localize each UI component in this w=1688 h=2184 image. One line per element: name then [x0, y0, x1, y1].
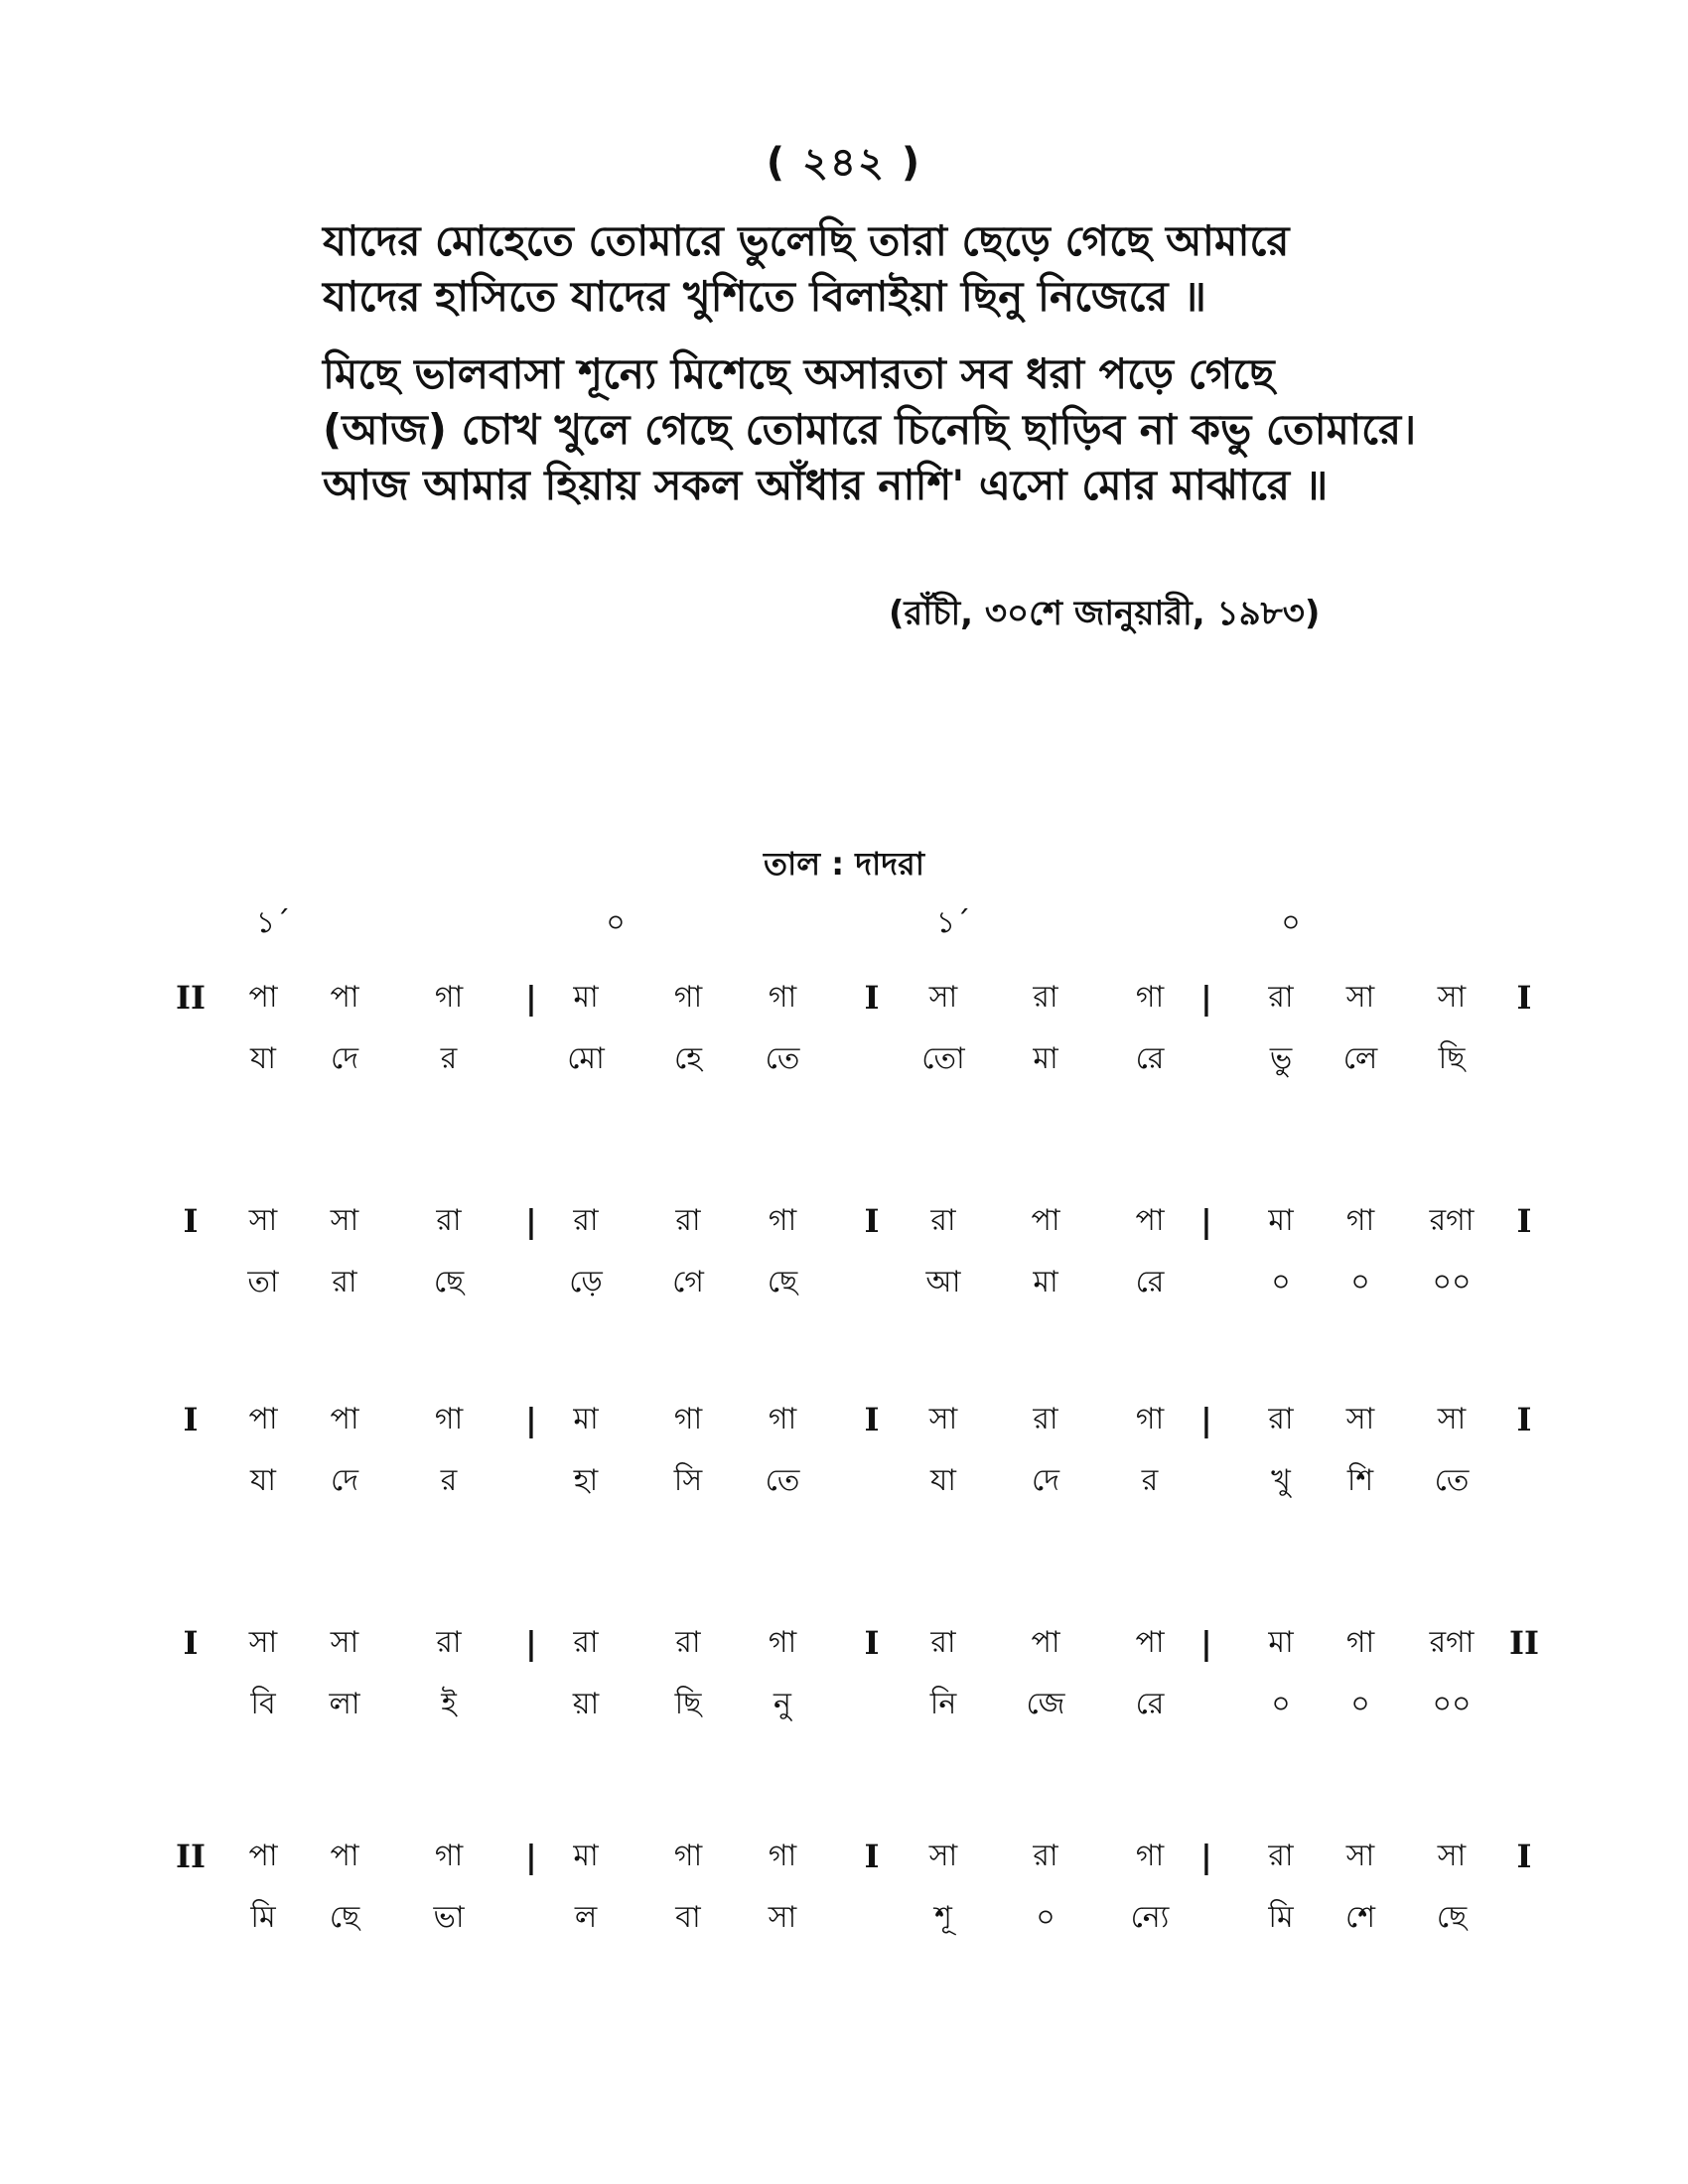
bar-line: I: [864, 1624, 880, 1662]
bar-line: |: [1200, 1401, 1212, 1438]
bar-line: I: [864, 979, 880, 1017]
lyric-syllable: ভা: [433, 1900, 465, 1935]
lyric-syllable: মা: [1033, 1041, 1058, 1076]
lyric-syllable: ই: [441, 1687, 457, 1721]
swara-note: রা: [675, 1625, 701, 1660]
swara-note: গা: [1345, 1625, 1375, 1660]
swara-note: গা: [768, 1839, 797, 1873]
lyric-syllable: শি: [1346, 1463, 1374, 1498]
tali-marker: ০: [606, 905, 626, 940]
lyric-syllable: গে: [672, 1265, 704, 1299]
lyric-syllable: ন্যে: [1130, 1900, 1170, 1935]
lyric-syllable: হা: [573, 1463, 599, 1498]
swara-note: রা: [1268, 1402, 1294, 1436]
bar-line: I: [864, 1202, 880, 1240]
lyric-syllable: মা: [1033, 1265, 1058, 1299]
bar-line: II: [176, 1838, 206, 1875]
lyric-syllable: তে: [765, 1041, 800, 1076]
swara-note: রা: [675, 1203, 701, 1238]
taal-title: তাল : দাদরা: [764, 845, 924, 883]
bar-line: I: [1516, 1401, 1532, 1438]
lyric-line: যাদের হাসিতে যাদের খুশিতে বিলাইয়া ছিনু নিজেরে ॥: [323, 272, 1206, 321]
lyric-syllable: তা: [247, 1265, 279, 1299]
bar-line: |: [1200, 1838, 1212, 1875]
swara-note: পা: [1135, 1625, 1165, 1660]
bar-line: |: [1200, 979, 1212, 1017]
lyric-syllable: র: [1141, 1463, 1159, 1498]
bar-line: II: [1509, 1624, 1539, 1662]
lyric-syllable: ছে: [767, 1265, 798, 1299]
lyric-line: মিছে ভালবাসা শূন্যে মিশেছে অসারতা সব ধরা পড়ে গেছে: [323, 349, 1275, 398]
bar-line: |: [525, 1401, 537, 1438]
swara-note: রা: [1033, 980, 1058, 1015]
swara-note: রগা: [1429, 1203, 1475, 1238]
swara-note: গা: [1135, 1839, 1165, 1873]
swara-note: গা: [1345, 1203, 1375, 1238]
bar-line: I: [183, 1401, 199, 1438]
lyric-syllable: ছে: [329, 1900, 360, 1935]
bar-line: |: [525, 1838, 537, 1875]
swara-note: সা: [1345, 1402, 1375, 1436]
bar-line: |: [1200, 1202, 1212, 1240]
bar-line: I: [1516, 979, 1532, 1017]
lyric-syllable: বা: [675, 1900, 701, 1935]
bar-line: I: [864, 1401, 880, 1438]
swara-note: পা: [248, 980, 278, 1015]
swara-note: পা: [248, 1839, 278, 1873]
swara-note: পা: [330, 1402, 359, 1436]
lyric-syllable: রে: [1135, 1265, 1165, 1299]
lyric-syllable: তে: [1434, 1463, 1470, 1498]
attribution: (রাঁচী, ৩০শে জানুয়ারী, ১৯৮৩): [889, 594, 1321, 633]
swara-note: গা: [673, 1402, 703, 1436]
swara-note: সা: [928, 980, 958, 1015]
lyric-syllable: সি: [673, 1463, 703, 1498]
bar-line: |: [525, 1624, 537, 1662]
swara-note: রা: [573, 1625, 599, 1660]
lyric-syllable: মি: [1268, 1900, 1294, 1935]
swara-note: পা: [1031, 1203, 1060, 1238]
lyric-syllable: র: [440, 1463, 458, 1498]
lyric-syllable: দে: [331, 1463, 358, 1498]
lyric-syllable: রা: [332, 1265, 357, 1299]
swara-note: সা: [330, 1625, 359, 1660]
lyric-syllable: আ: [925, 1265, 961, 1299]
swara-note: গা: [434, 1402, 464, 1436]
swara-note: মা: [1268, 1625, 1294, 1660]
swara-note: সা: [1345, 1839, 1375, 1873]
lyric-syllable: ছে: [433, 1265, 465, 1299]
lyric-syllable: শূ: [934, 1900, 952, 1935]
swara-note: রা: [1268, 1839, 1294, 1873]
lyric-syllable: বি: [250, 1687, 276, 1721]
swara-note: গা: [434, 980, 464, 1015]
lyric-syllable: দে: [331, 1041, 358, 1076]
swara-note: পা: [1135, 1203, 1165, 1238]
swara-note: গা: [768, 980, 797, 1015]
tali-marker: ১´: [935, 905, 971, 940]
swara-note: রা: [930, 1203, 956, 1238]
swara-note: রা: [573, 1203, 599, 1238]
lyric-line: (আজ) চোখ খুলে গেছে তোমারে চিনেছি ছাড়িব না কভু তোমারে।: [323, 405, 1417, 454]
lyric-syllable: ০০: [1432, 1687, 1472, 1721]
bar-line: I: [183, 1202, 199, 1240]
swara-note: সা: [1437, 1402, 1467, 1436]
lyric-syllable: শে: [1345, 1900, 1375, 1935]
swara-note: সা: [248, 1203, 278, 1238]
swara-note: মা: [573, 980, 599, 1015]
swara-note: সা: [1437, 1839, 1467, 1873]
lyric-syllable: নু: [774, 1687, 791, 1721]
bar-line: I: [183, 1624, 199, 1662]
lyric-syllable: ০: [1350, 1265, 1370, 1299]
bar-line: I: [1516, 1838, 1532, 1875]
bar-line: II: [176, 979, 206, 1017]
swara-note: রা: [436, 1203, 462, 1238]
swara-note: সা: [1437, 980, 1467, 1015]
swara-note: রগা: [1429, 1625, 1475, 1660]
swara-note: সা: [928, 1839, 958, 1873]
swara-note: গা: [673, 980, 703, 1015]
bar-line: |: [1200, 1624, 1212, 1662]
lyric-syllable: মো: [567, 1041, 605, 1076]
lyric-syllable: রে: [1135, 1687, 1165, 1721]
lyric-syllable: মি: [250, 1900, 276, 1935]
lyric-syllable: ল: [574, 1900, 598, 1935]
swara-note: সা: [330, 1203, 359, 1238]
swara-note: গা: [1135, 980, 1165, 1015]
swara-note: গা: [768, 1203, 797, 1238]
swara-note: রা: [1033, 1839, 1058, 1873]
lyric-syllable: ০: [1036, 1900, 1055, 1935]
swara-note: পা: [330, 980, 359, 1015]
swara-note: গা: [1135, 1402, 1165, 1436]
lyric-syllable: সা: [768, 1900, 797, 1935]
page-number: ( ২৪২ ): [766, 140, 922, 186]
tali-marker: ০: [1281, 905, 1301, 940]
lyric-syllable: তে: [765, 1463, 800, 1498]
swara-note: পা: [330, 1839, 359, 1873]
lyric-syllable: ০: [1271, 1265, 1291, 1299]
lyric-line: যাদের মোহেতে তোমারে ভুলেছি তারা ছেড়ে গেছে আমারে: [323, 216, 1290, 265]
swara-note: গা: [768, 1625, 797, 1660]
swara-note: গা: [673, 1839, 703, 1873]
bar-line: |: [525, 979, 537, 1017]
swara-note: গা: [768, 1402, 797, 1436]
lyric-syllable: দে: [1032, 1463, 1059, 1498]
lyric-syllable: ০: [1350, 1687, 1370, 1721]
swara-note: রা: [1268, 980, 1294, 1015]
swara-note: সা: [1345, 980, 1375, 1015]
lyric-syllable: ছি: [674, 1687, 702, 1721]
bar-line: I: [864, 1838, 880, 1875]
lyric-syllable: যা: [930, 1463, 956, 1498]
tali-marker: ১´: [255, 905, 291, 940]
swara-note: মা: [573, 1839, 599, 1873]
lyric-syllable: র: [440, 1041, 458, 1076]
lyric-syllable: জে: [1026, 1687, 1065, 1721]
swara-note: রা: [436, 1625, 462, 1660]
lyric-line: আজ আমার হিয়ায় সকল আঁধার নাশি' এসো মোর মাঝারে ॥: [323, 461, 1329, 509]
lyric-syllable: লে: [1342, 1041, 1378, 1076]
lyric-syllable: ০০: [1432, 1265, 1472, 1299]
swara-note: গা: [434, 1839, 464, 1873]
lyric-syllable: রে: [1135, 1041, 1165, 1076]
swara-note: সা: [928, 1402, 958, 1436]
lyric-syllable: ০: [1271, 1687, 1291, 1721]
swara-note: রা: [930, 1625, 956, 1660]
swara-note: পা: [1031, 1625, 1060, 1660]
swara-note: মা: [1268, 1203, 1294, 1238]
lyric-syllable: ড়ে: [569, 1265, 603, 1299]
bar-line: |: [525, 1202, 537, 1240]
swara-note: পা: [248, 1402, 278, 1436]
swara-note: সা: [248, 1625, 278, 1660]
lyric-syllable: ছি: [1438, 1041, 1466, 1076]
bar-line: I: [1516, 1202, 1532, 1240]
lyric-syllable: যা: [250, 1041, 276, 1076]
lyric-syllable: য়া: [572, 1687, 600, 1721]
lyric-syllable: যা: [250, 1463, 276, 1498]
lyric-syllable: তো: [921, 1041, 965, 1076]
swara-note: রা: [1033, 1402, 1058, 1436]
lyric-syllable: নি: [929, 1687, 957, 1721]
lyric-syllable: ছে: [1436, 1900, 1468, 1935]
lyric-syllable: ভু: [1269, 1041, 1293, 1076]
lyric-syllable: খু: [1271, 1463, 1291, 1498]
lyric-syllable: লা: [329, 1687, 360, 1721]
swara-note: মা: [573, 1402, 599, 1436]
lyric-syllable: হে: [674, 1041, 702, 1076]
